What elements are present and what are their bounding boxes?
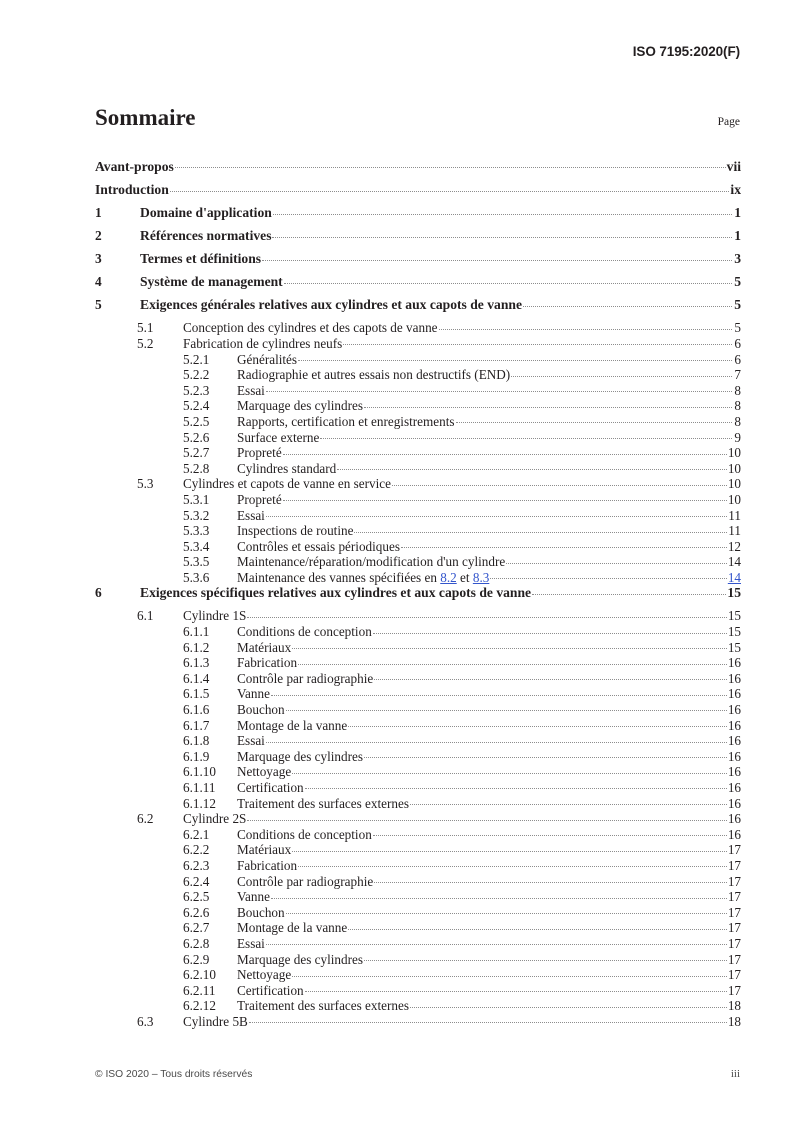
toc-dot-leader	[273, 201, 732, 217]
toc-entry[interactable]	[95, 178, 741, 201]
toc-entry-number: 6.1.8	[183, 733, 210, 749]
toc-entry-page-number: 17	[727, 904, 741, 920]
toc-entry-page-number: 9	[734, 429, 741, 445]
toc-entry-label: Vanne	[237, 686, 270, 702]
toc-entry-number: 6.2.2	[183, 842, 210, 858]
toc-dot-leader	[392, 472, 727, 488]
toc-entry-label: Contrôle par radiographie	[237, 873, 374, 889]
toc-entry-page-number: 16	[727, 686, 741, 702]
toc-entry-label: Cylindres et capots de vanne en service	[183, 476, 391, 492]
toc-entry-page-number: 16	[727, 733, 741, 749]
toc-dot-leader	[320, 426, 732, 442]
toc-entry-page-number: 10	[727, 476, 741, 492]
toc-entry-page-number: 5	[734, 297, 741, 313]
toc-entry[interactable]	[95, 316, 741, 336]
toc-entry-label: Nettoyage	[237, 967, 292, 983]
toc-entry-number: 5.3.2	[183, 507, 210, 523]
toc-dot-leader	[271, 885, 727, 901]
footer-copyright: © ISO 2020 – Tous droits réservés	[95, 1069, 253, 1080]
toc-entry-page-number: 17	[727, 982, 741, 998]
toc-dot-leader	[266, 932, 727, 948]
toc-dot-leader	[401, 535, 727, 551]
toc-entry-number: 6.1.3	[183, 655, 210, 671]
toc-entry-label: Marquage des cylindres	[237, 398, 363, 414]
toc-entry-page-number: 7	[734, 367, 741, 383]
toc-entry-label: Propreté	[237, 445, 282, 461]
toc-entry-number: 6.2.12	[183, 998, 216, 1014]
toc-entry-number: 6	[95, 585, 102, 601]
toc-entry-number: 6.1.10	[183, 764, 216, 780]
toc-entry-label: Généralités	[237, 351, 298, 367]
toc-entry[interactable]	[95, 604, 741, 624]
toc-entry-page-number: 17	[727, 967, 741, 983]
toc-entry-number: 5.3	[137, 476, 154, 492]
toc-entry-number: 6.1.12	[183, 795, 216, 811]
toc-dot-leader	[284, 270, 732, 286]
toc-entry-number: 6.1.6	[183, 702, 210, 718]
toc-entry-number: 6.1.9	[183, 748, 210, 764]
toc-entry-number: 5.2.3	[183, 382, 210, 398]
toc-entry-label: Bouchon	[237, 702, 285, 718]
toc-dot-leader	[354, 519, 727, 535]
toc-dot-leader	[348, 714, 727, 730]
toc-entry-label: Domaine d'application	[140, 205, 272, 221]
toc-dot-leader	[410, 792, 727, 808]
page-column-header: Page	[717, 116, 740, 128]
toc-entry-label: Introduction	[95, 182, 169, 198]
toc-entry-page-number: 16	[727, 826, 741, 842]
toc-entry-number: 6.2	[137, 811, 154, 827]
page-footer	[95, 1068, 740, 1080]
toc-entry-page-number: 18	[727, 998, 741, 1014]
toc-dot-leader	[271, 682, 727, 698]
toc-dot-leader	[298, 348, 732, 364]
toc-entry-label: Conditions de conception	[237, 624, 372, 640]
toc-entry-label: Fabrication de cylindres neufs	[183, 335, 343, 351]
toc-entry-label: Termes et définitions	[140, 251, 262, 267]
toc-entry-number: 6.2.7	[183, 920, 210, 936]
toc-entry-page-number: 15	[727, 639, 741, 655]
toc-label-text: Maintenance des vannes spécifiées en	[237, 569, 441, 585]
page-title: Sommaire	[95, 105, 196, 130]
footer-page-number: iii	[730, 1068, 740, 1080]
toc-entry-page-number: 17	[727, 920, 741, 936]
toc-dot-leader	[247, 807, 726, 823]
toc-entry-label: Bouchon	[237, 904, 285, 920]
toc-entry-page-number: 17	[727, 951, 741, 967]
toc-dot-leader	[266, 379, 732, 395]
toc-dot-leader	[247, 604, 726, 620]
toc-dot-leader	[262, 247, 732, 263]
toc-entry-page-number: 16	[727, 780, 741, 795]
toc-entry-page-number: 5	[734, 274, 741, 290]
toc-dot-leader	[170, 178, 730, 194]
toc-entry-label: Montage de la vanne	[237, 717, 348, 733]
toc-dot-leader	[373, 823, 727, 839]
toc-entry-label: Essai	[237, 507, 265, 523]
toc-entry-number: 5.3.3	[183, 523, 210, 539]
toc-entry-number: 2	[95, 228, 102, 244]
toc-dot-leader	[175, 155, 726, 171]
toc-entry-page-number: 8	[734, 382, 741, 398]
toc-entry-label: Exigences générales relatives aux cylindres et aux capots de vanne	[140, 297, 522, 313]
toc-dot-leader	[410, 994, 727, 1010]
toc-entry-number: 5.2.6	[183, 429, 210, 445]
toc-dot-leader	[374, 870, 727, 886]
toc-entry[interactable]	[95, 247, 741, 270]
toc-entry-label: Traitement des surfaces externes	[237, 998, 409, 1014]
toc-entry-page-number: 1	[734, 228, 741, 244]
toc-entry-page-number: 15	[727, 608, 741, 624]
toc-entry-page-number: 6	[734, 335, 741, 351]
title-row	[95, 105, 740, 131]
toc-entry-page-number: 6	[734, 351, 741, 367]
toc-entry-number: 6.2.8	[183, 935, 210, 951]
toc-entry-number: 5.2	[137, 335, 154, 351]
toc-dot-leader	[286, 901, 727, 917]
toc-entry-label: Propreté	[237, 491, 282, 507]
toc-dot-leader	[292, 636, 727, 652]
toc-dot-leader	[374, 667, 727, 683]
toc-entry-label: Marquage des cylindres	[237, 748, 363, 764]
toc-entry-number: 6.2.6	[183, 904, 210, 920]
toc-entry-label: Rapports, certification et enregistrements	[237, 413, 455, 429]
toc-dot-leader	[298, 854, 727, 870]
toc-entry-label: Cylindre 2S	[183, 811, 247, 827]
toc-entry-number: 5.2.4	[183, 398, 210, 414]
toc-entry-page-number[interactable]: 14	[727, 569, 741, 585]
toc-dot-leader	[506, 550, 727, 566]
toc-dot-leader	[364, 745, 727, 761]
toc-dot-leader	[511, 363, 732, 379]
toc-entry-page-number: 11	[728, 507, 741, 523]
toc-entry-label: Matériaux	[237, 842, 292, 858]
toc-entry-page-number: 10	[727, 445, 741, 461]
toc-entry-page-number: 16	[727, 670, 741, 686]
toc-entry-label: Références normatives	[140, 228, 272, 244]
toc-dot-leader	[490, 566, 726, 582]
toc-dot-leader	[292, 963, 727, 979]
toc-entry-number: 6.1.4	[183, 670, 210, 686]
toc-dot-leader	[337, 457, 727, 473]
toc-entry-page-number: 8	[734, 413, 741, 429]
toc-entry-label: Marquage des cylindres	[237, 951, 363, 967]
toc-dot-leader	[292, 760, 727, 776]
toc-dot-leader	[348, 916, 727, 932]
toc-entry-page-number: 12	[727, 538, 741, 554]
toc-dot-leader	[456, 410, 732, 426]
toc-entry-number: 4	[95, 274, 102, 290]
toc-dot-leader	[373, 620, 727, 636]
toc-entry-page-number: 16	[727, 795, 741, 811]
toc-entry-page-number: 17	[727, 935, 741, 951]
toc-dot-leader	[249, 1010, 727, 1026]
toc-entry-number: 6.1.1	[183, 624, 210, 640]
toc-cross-reference-link[interactable]: 8.2	[440, 569, 457, 585]
toc-entry-page-number: 17	[727, 889, 741, 905]
toc-entry[interactable]	[95, 224, 741, 247]
toc-entry-page-number: ix	[730, 182, 741, 198]
table-of-contents	[95, 155, 741, 1029]
toc-entry-number: 6.2.10	[183, 967, 216, 983]
toc-entry-label: Vanne	[237, 889, 270, 905]
toc-dot-leader	[305, 979, 727, 995]
toc-entry-page-number: 15	[727, 585, 741, 601]
toc-entry-label: Certification	[237, 780, 304, 795]
toc-entry-page-number: 17	[727, 873, 741, 889]
toc-entry-label: Système de management	[140, 274, 283, 290]
toc-dot-leader	[343, 332, 732, 348]
toc-entry-number: 6.1.11	[183, 780, 216, 795]
toc-entry-page-number: 16	[727, 748, 741, 764]
toc-entry-label: Cylindre 1S	[183, 608, 247, 624]
toc-dot-leader	[272, 224, 732, 240]
toc-entry-number: 5	[95, 297, 102, 313]
toc-entry-label: Cylindres standard	[237, 460, 337, 476]
toc-label-text: et	[456, 569, 473, 585]
toc-entry-label: Fabrication	[237, 857, 298, 873]
toc-dot-leader	[364, 394, 732, 410]
toc-dot-leader	[523, 293, 732, 309]
toc-entry-number: 5.3.6	[183, 569, 210, 585]
toc-entry-number: 6.1.5	[183, 686, 210, 702]
toc-entry-label: Inspections de routine	[237, 523, 354, 539]
toc-dot-leader	[364, 948, 727, 964]
toc-entry-label: Maintenance/réparation/modification d'un cylindre	[237, 554, 506, 570]
toc-entry-number: 6.1	[137, 608, 154, 624]
toc-entry-number: 5.3.5	[183, 554, 210, 570]
toc-entry-number: 5.2.5	[183, 413, 210, 429]
toc-entry-page-number: 16	[727, 702, 741, 718]
toc-entry-page-number: 5	[734, 320, 741, 336]
toc-dot-leader	[305, 776, 727, 792]
toc-dot-leader	[292, 838, 727, 854]
toc-dot-leader	[532, 581, 726, 597]
toc-entry-page-number: 11	[728, 523, 741, 539]
toc-entry-page-number: 15	[727, 624, 741, 640]
toc-entry-label: Essai	[237, 382, 265, 398]
toc-entry[interactable]	[95, 581, 741, 604]
toc-entry-label: Matériaux	[237, 639, 292, 655]
toc-entry-number: 6.3	[137, 1013, 154, 1029]
toc-entry-label	[237, 571, 489, 584]
toc-entry-page-number: vii	[726, 159, 741, 174]
toc-entry-page-number: 10	[727, 460, 741, 476]
toc-entry-label: Surface externe	[237, 429, 320, 445]
toc-entry[interactable]	[95, 270, 741, 293]
toc-entry-number: 6.2.3	[183, 857, 210, 873]
toc-entry-page-number: 17	[727, 842, 741, 858]
toc-dot-leader	[283, 488, 727, 504]
toc-entry-label: Contrôle par radiographie	[237, 670, 374, 686]
toc-entry-number: 1	[95, 205, 102, 221]
toc-entry-label: Cylindre 5B	[183, 1013, 248, 1029]
toc-cross-reference-link[interactable]: 8.3	[472, 569, 490, 585]
toc-entry-label: Certification	[237, 982, 304, 998]
toc-dot-leader	[266, 504, 727, 520]
toc-entry-number: 6.1.7	[183, 717, 210, 733]
document-header-standard-ref: ISO 7195:2020(F)	[632, 44, 740, 59]
toc-entry-number: 5.2.1	[183, 351, 210, 367]
toc-entry-label: Avant-propos	[95, 159, 174, 174]
toc-entry-page-number: 16	[727, 811, 741, 827]
toc-entry-number: 6.2.1	[183, 826, 210, 842]
toc-entry-label: Essai	[237, 935, 265, 951]
toc-entry-number: 5.2.8	[183, 460, 210, 476]
toc-entry-label: Essai	[237, 733, 265, 749]
toc-entry-label: Conception des cylindres et des capots de vanne	[183, 320, 438, 336]
toc-dot-leader	[298, 651, 727, 667]
toc-entry-label: Nettoyage	[237, 764, 292, 780]
toc-entry-page-number: 1	[734, 205, 741, 221]
toc-entry-page-number: 16	[727, 764, 741, 780]
toc-dot-leader	[266, 729, 727, 745]
toc-entry-label: Contrôles et essais périodiques	[237, 538, 400, 554]
toc-entry[interactable]	[95, 293, 741, 316]
toc-entry-page-number: 3	[734, 251, 741, 267]
toc-entry-number: 6.2.4	[183, 873, 210, 889]
toc-entry-label: Fabrication	[237, 655, 298, 671]
toc-entry-number: 5.1	[137, 320, 154, 336]
toc-entry-page-number: 18	[727, 1013, 741, 1029]
toc-entry-number: 5.2.7	[183, 445, 210, 461]
toc-entry[interactable]	[95, 201, 741, 224]
toc-entry-number: 5.3.1	[183, 491, 210, 507]
toc-entry-page-number: 17	[727, 857, 741, 873]
toc-entry-number: 6.2.11	[183, 982, 216, 998]
toc-dot-leader	[283, 441, 727, 457]
toc-entry-page-number: 10	[727, 491, 741, 507]
toc-entry-label: Radiographie et autres essais non destructifs (END)	[237, 367, 511, 383]
toc-entry-label: Traitement des surfaces externes	[237, 795, 409, 811]
toc-entry-number: 6.2.9	[183, 951, 210, 967]
toc-entry-page-number: 8	[734, 398, 741, 414]
toc-entry-number: 5.2.2	[183, 367, 210, 383]
toc-entry-number: 5.3.4	[183, 538, 210, 554]
toc-dot-leader	[286, 698, 727, 714]
toc-entry-number: 3	[95, 251, 102, 267]
toc-entry-label: Montage de la vanne	[237, 920, 348, 936]
toc-entry-label: Exigences spécifiques relatives aux cylindres et aux capots de vanne	[140, 585, 532, 601]
toc-entry-page-number: 16	[727, 717, 741, 733]
toc-entry-number: 6.2.5	[183, 889, 210, 905]
toc-entry[interactable]	[95, 155, 741, 178]
toc-entry-page-number: 14	[727, 554, 741, 570]
toc-entry-label: Conditions de conception	[237, 826, 372, 842]
toc-entry-page-number: 16	[727, 655, 741, 671]
toc-entry-number: 6.1.2	[183, 639, 210, 655]
toc-dot-leader	[439, 316, 732, 332]
